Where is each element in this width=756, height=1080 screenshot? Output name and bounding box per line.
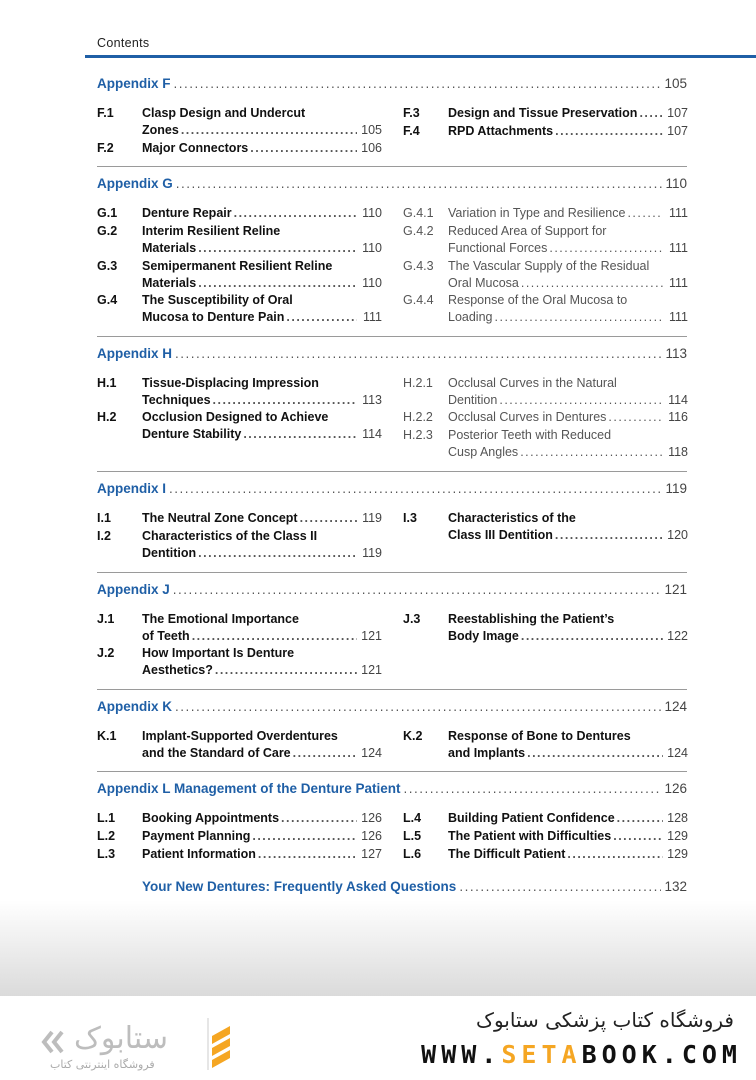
ad-url-highlight: SETA — [501, 1040, 582, 1069]
entry-number: J.2 — [97, 646, 115, 660]
entry-number: H.1 — [97, 376, 117, 390]
appendix-page: 124 — [664, 699, 687, 714]
entry-title: Building Patient Confidence — [448, 811, 615, 825]
logo-subtitle: فروشگاه اینترنتی کتاب — [50, 1058, 155, 1071]
toc-entry-f4[interactable] — [403, 123, 688, 140]
appendix-title: Appendix G — [97, 176, 173, 191]
entry-page: 129 — [667, 829, 688, 843]
entry-page: 111 — [668, 241, 688, 255]
entry-number: H.2.3 — [403, 428, 433, 442]
toc-entry-g41[interactable] — [403, 205, 688, 222]
toc-entry-g3[interactable] — [97, 258, 382, 292]
entry-page: 105 — [361, 123, 382, 137]
entry-page: 107 — [667, 124, 688, 138]
entry-number: L.3 — [97, 847, 116, 861]
logo-text: ستابوک — [74, 1021, 169, 1056]
entry-number: G.4.3 — [403, 259, 434, 273]
section-divider — [97, 771, 687, 772]
section-divider — [97, 471, 687, 472]
appendix-page: 110 — [665, 176, 687, 191]
entry-number: F.4 — [403, 124, 420, 138]
ad-url-prefix: WWW. — [421, 1040, 502, 1069]
entry-page: 114 — [668, 393, 688, 407]
entry-page: 111 — [668, 276, 688, 290]
appendix-title: Appendix K — [97, 699, 173, 714]
appendix-title: Appendix J — [97, 582, 170, 597]
entry-title: The Susceptibility of Oral — [142, 293, 293, 307]
entry-number: G.4.1 — [403, 206, 434, 220]
appendix-page: 121 — [664, 582, 687, 597]
entry-title: Characteristics of the — [448, 511, 576, 525]
entry-title-cont: Denture Stability — [142, 427, 242, 441]
entry-title: Interim Resilient Reline — [142, 224, 281, 238]
entry-page: 122 — [667, 629, 688, 643]
entry-title: Response of Bone to Dentures — [448, 729, 631, 743]
appendix-k-heading[interactable] — [97, 699, 687, 714]
entry-title-cont: Dentition — [448, 393, 498, 407]
logo-icon — [40, 1012, 230, 1072]
toc-entry-g1[interactable] — [97, 205, 382, 222]
appendix-h-heading[interactable] — [97, 346, 687, 361]
entry-number: G.2 — [97, 224, 118, 238]
entry-title-cont: Mucosa to Denture Pain — [142, 310, 285, 324]
toc-entry-h22[interactable] — [403, 409, 688, 426]
entry-number: L.1 — [97, 811, 116, 825]
toc-entry-h1[interactable] — [97, 375, 382, 409]
entry-page: 114 — [362, 427, 382, 441]
entry-number: J.1 — [97, 612, 115, 626]
toc-entry-j1[interactable] — [97, 611, 382, 645]
appendix-j-heading[interactable] — [97, 582, 687, 597]
entry-number: K.1 — [97, 729, 117, 743]
entry-page: 121 — [361, 629, 382, 643]
toc-entry-f2[interactable] — [97, 140, 382, 157]
entry-number: I.2 — [97, 529, 111, 543]
entry-number: L.6 — [403, 847, 422, 861]
appendix-page: 113 — [665, 346, 687, 361]
ad-url[interactable] — [421, 1040, 742, 1069]
ad-banner[interactable] — [0, 996, 756, 1080]
toc-entry-j3[interactable] — [403, 611, 688, 645]
entry-title: How Important Is Denture — [142, 646, 295, 660]
logo-chevron-left-2 — [54, 1032, 62, 1052]
appendix-i-heading[interactable] — [97, 481, 687, 496]
entry-title: Reduced Area of Support for — [448, 224, 607, 238]
toc-entry-h23[interactable] — [403, 427, 688, 461]
entry-title-cont: Dentition — [142, 546, 197, 560]
toc-entry-g2[interactable] — [97, 223, 382, 257]
entry-title: Occlusal Curves in the Natural — [448, 376, 617, 390]
entry-page: 111 — [362, 310, 382, 324]
entry-title: The Emotional Importance — [142, 612, 299, 626]
entry-title: Design and Tissue Preservation — [448, 106, 638, 120]
entry-page: 110 — [362, 241, 382, 255]
entry-page: 118 — [668, 445, 688, 459]
page-bottom-shadow — [0, 900, 756, 1000]
entry-title: Major Connectors — [142, 141, 249, 155]
entry-title: Clasp Design and Undercut — [142, 106, 306, 120]
toc-entry-l5[interactable] — [403, 828, 688, 845]
entry-page: 126 — [361, 829, 382, 843]
section-divider — [97, 572, 687, 573]
header-label: Contents — [97, 36, 150, 50]
entry-page: 111 — [668, 310, 688, 324]
entry-title: The Vascular Supply of the Residual — [448, 259, 650, 273]
entry-number: G.4.4 — [403, 293, 434, 307]
appendix-page: 119 — [665, 481, 687, 496]
entry-number: K.2 — [403, 729, 423, 743]
entry-page: 126 — [361, 811, 382, 825]
entry-number: F.1 — [97, 106, 114, 120]
entry-number: F.3 — [403, 106, 420, 120]
faq-heading[interactable] — [142, 879, 687, 894]
entry-title: The Neutral Zone Concept — [142, 511, 298, 525]
entry-page: 110 — [362, 206, 382, 220]
appendix-page: 105 — [664, 76, 687, 91]
entry-number: G.4 — [97, 293, 118, 307]
entry-number: F.2 — [97, 141, 114, 155]
toc-entry-g42[interactable] — [403, 223, 688, 257]
entry-page: 116 — [668, 410, 688, 424]
entry-page: 106 — [361, 141, 382, 155]
section-divider — [97, 689, 687, 690]
entry-number: G.3 — [97, 259, 118, 273]
entry-title: Patient Information — [142, 847, 256, 861]
toc-entry-h21[interactable] — [403, 375, 688, 409]
appendix-l-heading[interactable] — [97, 781, 687, 796]
entry-title-cont: Materials — [142, 241, 197, 255]
toc-entry-i2[interactable] — [97, 528, 382, 562]
entry-title-cont: Zones — [142, 123, 179, 137]
appendix-title: Appendix L Management of the Denture Patient — [97, 781, 401, 796]
entry-title: Tissue-Displacing Impression — [142, 376, 319, 390]
setabook-logo — [40, 1012, 230, 1072]
logo-chevron-left — [44, 1032, 52, 1052]
entry-title: Reestablishing the Patient’s — [448, 612, 615, 626]
entry-page: 128 — [667, 811, 688, 825]
entry-number: J.3 — [403, 612, 421, 626]
entry-title: Denture Repair — [142, 206, 232, 220]
faq-page: 132 — [664, 879, 687, 894]
toc-entry-g43[interactable] — [403, 258, 688, 292]
entry-title: Characteristics of the Class II — [142, 529, 318, 543]
entry-page: 127 — [361, 847, 382, 861]
entry-title: Implant-Supported Overdentures — [142, 729, 338, 743]
appendix-title: Appendix H — [97, 346, 173, 361]
entry-title: The Difficult Patient — [448, 847, 566, 861]
toc-entry-k1[interactable] — [97, 728, 382, 762]
entry-title: Semipermanent Resilient Reline — [142, 259, 333, 273]
entry-title-cont: and Implants — [448, 746, 526, 760]
entry-title: Occlusion Designed to Achieve — [142, 410, 329, 424]
entry-title-cont: Aesthetics? — [142, 663, 213, 677]
toc-entry-k2[interactable] — [403, 728, 688, 762]
section-divider — [97, 336, 687, 337]
entry-number: L.5 — [403, 829, 422, 843]
entry-title: Occlusal Curves in Dentures — [448, 410, 607, 424]
toc-entry-l2[interactable] — [97, 828, 382, 845]
entry-page: 107 — [667, 106, 688, 120]
entry-page: 121 — [361, 663, 382, 677]
entry-page: 113 — [362, 393, 382, 407]
header-rule — [85, 55, 756, 58]
entry-page: 124 — [667, 746, 688, 760]
entry-page: 119 — [362, 511, 382, 525]
toc-entry-i1[interactable] — [97, 510, 382, 527]
entry-page: 119 — [362, 546, 382, 560]
ad-title: فروشگاه کتاب پزشکی ستابوک — [476, 1008, 734, 1032]
toc-entry-l6[interactable] — [403, 846, 688, 863]
appendix-title: Appendix I — [97, 481, 167, 496]
appendix-page: 126 — [664, 781, 687, 796]
entry-number: I.1 — [97, 511, 111, 525]
toc-entry-g44[interactable] — [403, 292, 688, 326]
entry-number: H.2.1 — [403, 376, 433, 390]
section-divider — [97, 166, 687, 167]
entry-page: 129 — [667, 847, 688, 861]
entry-number: I.3 — [403, 511, 417, 525]
entry-title-cont: of Teeth — [142, 629, 190, 643]
toc-entry-g4[interactable] — [97, 292, 382, 326]
entry-page: 120 — [667, 528, 688, 542]
entry-title-cont: Loading — [448, 310, 493, 324]
entry-title: Booking Appointments — [142, 811, 280, 825]
appendix-g-heading[interactable] — [97, 176, 687, 191]
entry-number: G.4.2 — [403, 224, 434, 238]
toc-entry-f1[interactable] — [97, 105, 382, 139]
entry-page: 111 — [668, 206, 688, 220]
entry-page: 124 — [361, 746, 382, 760]
entry-number: H.2 — [97, 410, 117, 424]
entry-number: H.2.2 — [403, 410, 433, 424]
entry-title-cont: Class III Dentition — [448, 528, 553, 542]
ad-url-suffix: BOOK.COM — [581, 1040, 742, 1069]
entry-title-cont: Body Image — [448, 629, 519, 643]
faq-title: Your New Dentures: Frequently Asked Questions — [142, 879, 457, 894]
entry-title: Response of the Oral Mucosa to — [448, 293, 628, 307]
toc-entry-f3[interactable] — [403, 105, 688, 122]
entry-title: Posterior Teeth with Reduced — [448, 428, 612, 442]
entry-title-cont: and the Standard of Care — [142, 746, 291, 760]
appendix-title: Appendix F — [97, 76, 171, 91]
entry-number: L.2 — [97, 829, 116, 843]
toc-entry-l1[interactable] — [97, 810, 382, 827]
entry-title: Variation in Type and Resilience — [448, 206, 626, 220]
toc-entry-l4[interactable] — [403, 810, 688, 827]
entry-title-cont: Oral Mucosa — [448, 276, 519, 290]
entry-title-cont: Techniques — [142, 393, 211, 407]
appendix-f-heading[interactable] — [97, 76, 687, 91]
toc-entry-j2[interactable] — [97, 645, 382, 679]
entry-title: Payment Planning — [142, 829, 251, 843]
toc-entry-i3[interactable] — [403, 510, 688, 544]
entry-number: G.1 — [97, 206, 118, 220]
entry-number: L.4 — [403, 811, 422, 825]
entry-title-cont: Materials — [142, 276, 197, 290]
entry-title: RPD Attachments — [448, 124, 554, 138]
toc-entry-l3[interactable] — [97, 846, 382, 863]
toc-entry-h2[interactable] — [97, 409, 382, 443]
entry-title-cont: Functional Forces — [448, 241, 548, 255]
entry-title-cont: Cusp Angles — [448, 445, 519, 459]
entry-title: The Patient with Difficulties — [448, 829, 612, 843]
entry-page: 110 — [362, 276, 382, 290]
